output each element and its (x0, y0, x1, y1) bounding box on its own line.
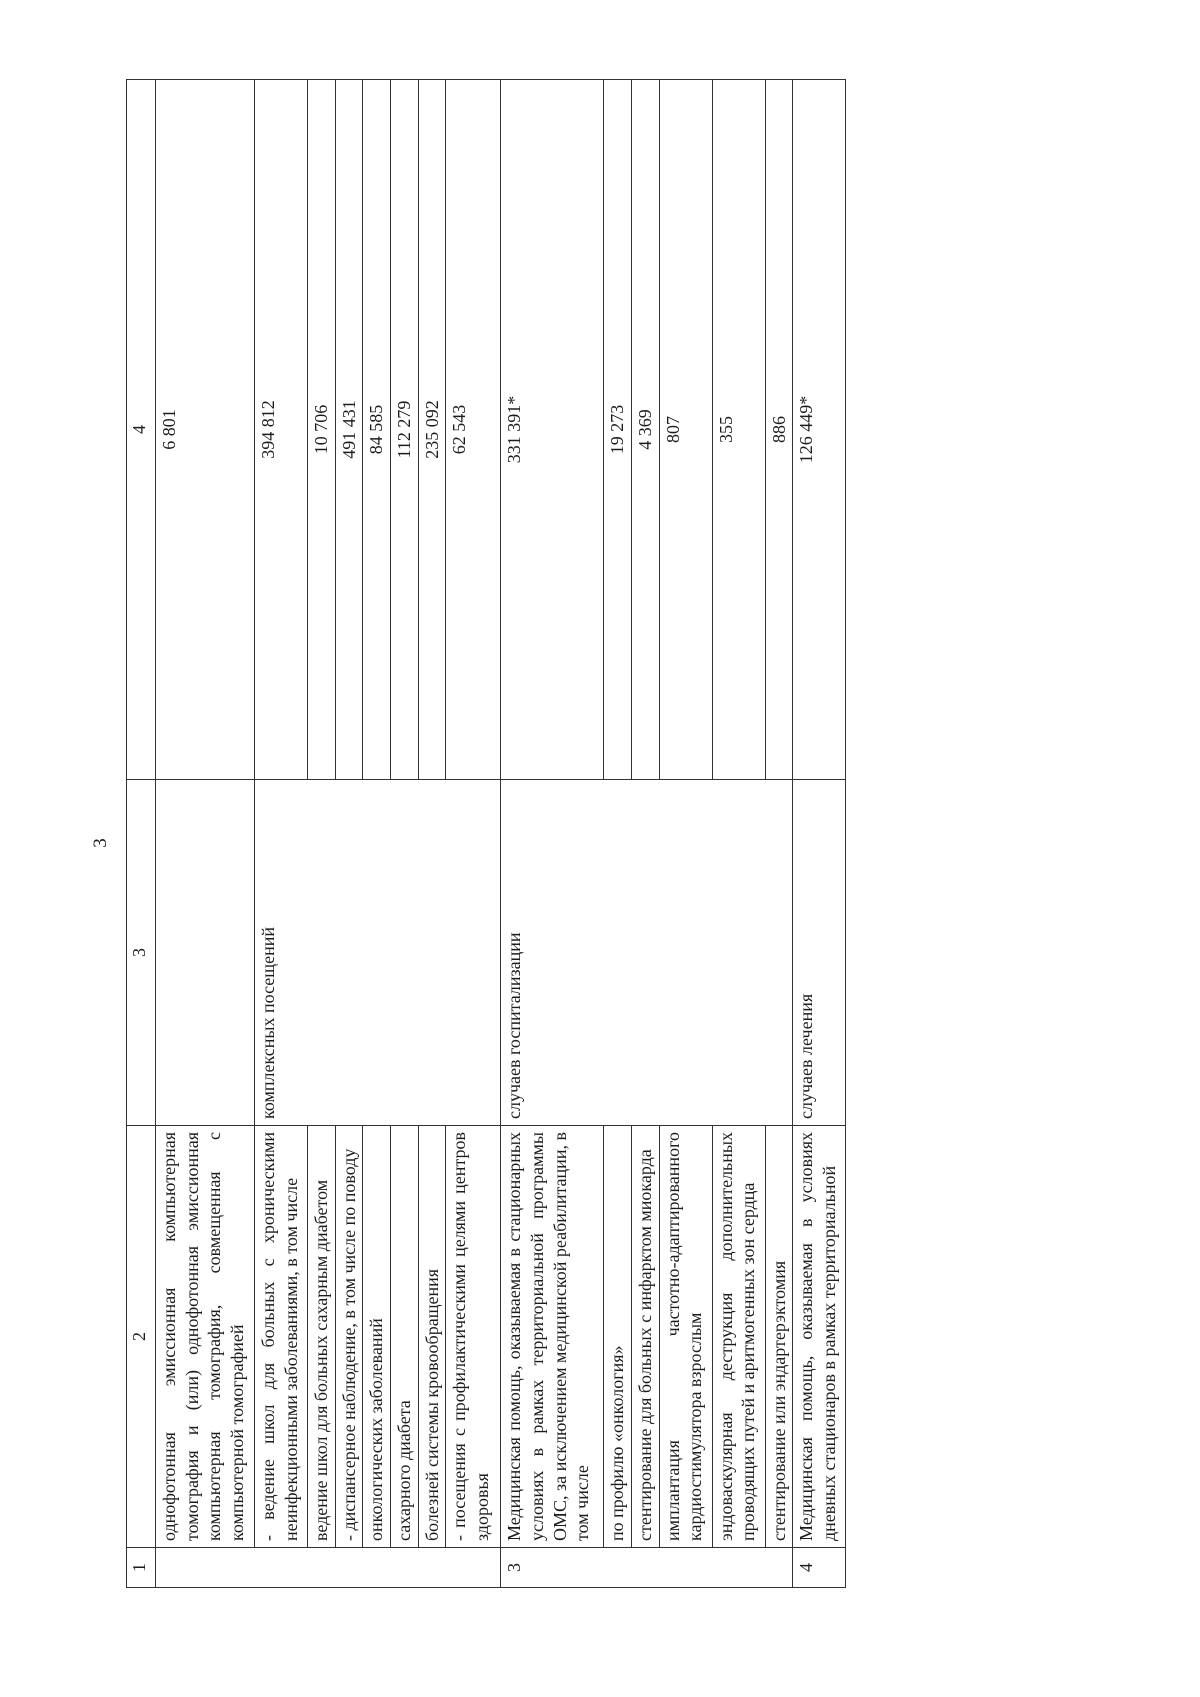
row-value-cell: 235 092 (418, 80, 446, 780)
row-value-cell: 331 391* (501, 80, 604, 780)
row-unit-cell (156, 780, 255, 1126)
row-unit-cell: случаев госпитализации (501, 780, 793, 1126)
row-number-cell: 4 (793, 1548, 846, 1588)
row-name-cell: эндоваскулярная деструкция дополнительных проводящих путей и аритмогенных зон сердца (712, 1126, 765, 1548)
table-row (793, 80, 846, 1588)
row-name-cell: ведение школ для больных сахарным диабетом (308, 1126, 336, 1548)
row-name-cell: - посещения с профилактическими целями центров здоровья (446, 1126, 501, 1548)
row-value-cell: 807 (659, 80, 712, 780)
row-name-cell: - ведение школ для больных с хроническими неинфекционными заболеваниями, в том числе (255, 1126, 308, 1548)
row-value-cell: 126 449* (793, 80, 846, 780)
row-value-cell: 84 585 (363, 80, 391, 780)
volume-table (126, 80, 1048, 1588)
row-name-cell: сахарного диабета (391, 1126, 419, 1548)
page-number: 3 (90, 838, 111, 848)
header-col-1: 1 (127, 1548, 156, 1588)
row-value-cell: 491 431 (335, 80, 363, 780)
row-name-cell: болезней системы кровообращения (418, 1126, 446, 1548)
row-unit-cell: комплексных посещений (255, 780, 501, 1126)
row-name-cell: имплантация частотно-адаптированного кардиостимулятора взрослым (659, 1126, 712, 1548)
header-col-4: 4 (127, 80, 156, 780)
row-number-cell: 3 (501, 1548, 793, 1588)
row-value-cell: 19 273 (604, 80, 632, 780)
row-name-cell: Медицинская помощь, оказываемая в стационарных условиях в рамках территориальной программы ОМС, за исключением медицинской реабилитации, в том числе (501, 1126, 604, 1548)
row-value-cell: 6 801 (156, 80, 255, 780)
row-value-cell: 394 812 (255, 80, 308, 780)
row-name-cell: Медицинская помощь, оказываемая в условиях дневных стационаров в рамках территориальной (793, 1126, 846, 1548)
row-value-cell: 355 (712, 80, 765, 780)
header-col-2: 2 (127, 1126, 156, 1548)
data-table (126, 79, 846, 1588)
row-name-cell: по профилю «онкология» (604, 1126, 632, 1548)
table-row (156, 80, 255, 1588)
header-col-3: 3 (127, 780, 156, 1126)
table-row (501, 80, 604, 1588)
row-value-cell: 886 (765, 80, 793, 780)
row-value-cell: 62 543 (446, 80, 501, 780)
row-name-cell: однофотонная эмиссионная компьютерная томография и (или) однофотонная эмиссионная компьютерная томография, совмещенная с компьютерной томографией (156, 1126, 255, 1548)
row-value-cell: 4 369 (632, 80, 660, 780)
row-name-cell: - диспансерное наблюдение, в том числе по поводу (335, 1126, 363, 1548)
row-name-cell: онкологических заболеваний (363, 1126, 391, 1548)
row-value-cell: 10 706 (308, 80, 336, 780)
table-row (255, 80, 308, 1588)
row-name-cell: стентирование для больных с инфарктом миокарда (632, 1126, 660, 1548)
table-header-row (127, 80, 156, 1588)
row-unit-cell: случаев лечения (793, 780, 846, 1126)
row-number-cell (156, 1548, 501, 1588)
row-value-cell: 112 279 (391, 80, 419, 780)
row-name-cell: стентирование или эндартерэктомия (765, 1126, 793, 1548)
